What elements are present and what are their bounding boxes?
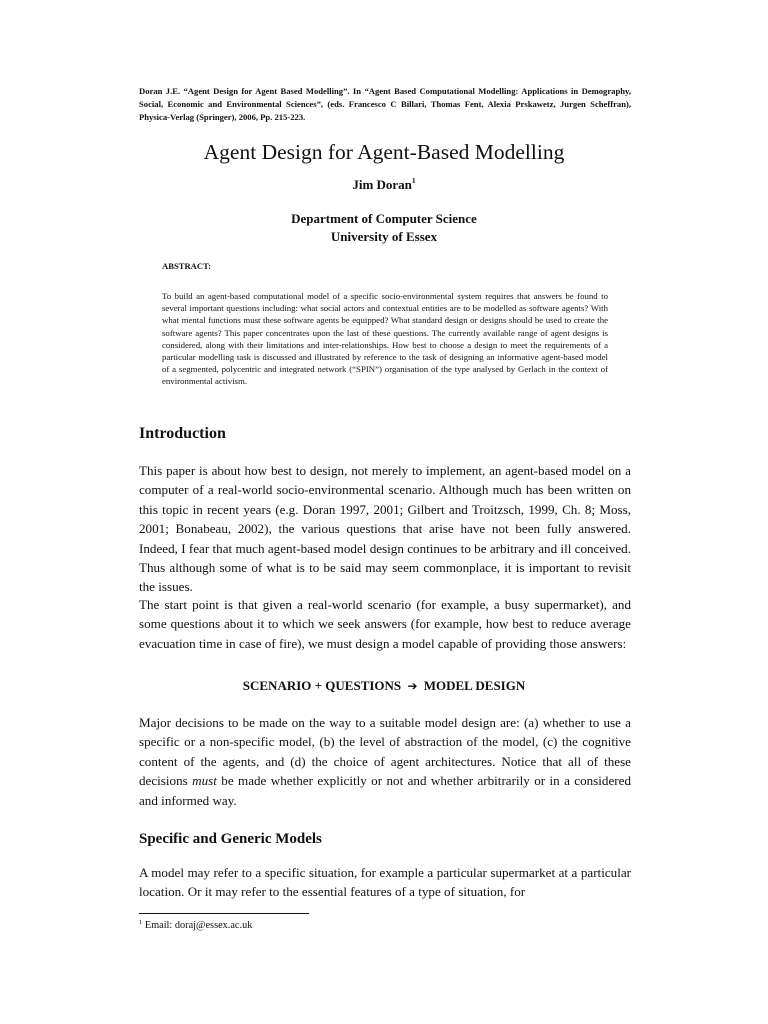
intro-paragraph-3-end: be made whether explicitly or not and whether arbitrarily or in a considered and informed way. bbox=[139, 773, 631, 808]
specific-paragraph-1: A model may refer to a specific situation, for example a particular supermarket at a particular location. Or it may refer to the essential features of a type of situation, for bbox=[139, 865, 631, 900]
affiliation bbox=[0, 210, 768, 246]
right-arrow-icon: ➔ bbox=[407, 679, 418, 693]
introduction-heading: Introduction bbox=[139, 425, 226, 442]
university: University of Essex bbox=[330, 229, 438, 244]
intro-paragraph-3-start: Major decisions to be made on the way to a suitable model design are: (a) whether to use a specific or a non-specific model, (b) the level of abstraction of the model, (c) the cognitive content of the agents, and (d) the choice of agent architectures. Notice that all of these decisions bbox=[139, 715, 631, 789]
author-name: Jim Doran bbox=[352, 177, 412, 192]
abstract-text: To build an agent-based computational model of a specific socio-environmental system requires that answers be found to several important questions including: what social actors and contextual entities are to be modelled as software agents? With what mental functions must these software agents be equipped? What standard design or designs should be used to create the software agents? This paper concentrates upon the last of these questions. The currently available range of agent designs is considered, along with their limitations and inter-relationships. How best to choose a design to meet the requirements of a particular modelling task is discussed and illustrated by reference to the task of designing an informative agent-based model of a segmented, polycentric and integrated network (“SPIN”) organisation of the type analysed by Gerlach in the context of environmental activism. bbox=[162, 291, 608, 387]
intro-paragraph-3 bbox=[139, 713, 631, 810]
abstract-label: ABSTRACT: bbox=[162, 261, 212, 271]
design-formula bbox=[0, 677, 768, 695]
paper-title: Agent Design for Agent-Based Modelling bbox=[203, 140, 565, 164]
intro-paragraph-1: This paper is about how best to design, not merely to implement, an agent-based model on a computer of a real-world socio-environmental scenario. Although much has been written on this topic in recent years (e.g. Doran 1997, 2001; Gilbert and Troitzsch, 1999, Ch. 8; Moss, 2001; Bonabeau, 2002), the various questions that arise have not been fully answered. Indeed, I fear that much agent-based model design continues to be arbitrary and ill conceived. Thus although some of what is to be said may seem commonplace, it is important to revisit the issues. bbox=[139, 463, 631, 595]
citation: Doran J.E. “Agent Design for Agent Based Modelling”. In “Agent Based Computational Modelling: Applications in Demography, Social, Economic and Environmental Sciences”, (eds. Francesco C Billari, Thomas Fent, Alexia Prskawetz, Jurgen Scheffran), Physica-Verlag (Springer), 2006, Pp. 215-223. bbox=[139, 86, 631, 122]
intro-paragraph-2: The start point is that given a real-world scenario (for example, a busy supermarket), and some questions about it to which we seek answers (for example, how best to reduce average evacuation time in case of fire), we must design a model capable of providing those answers: bbox=[139, 597, 631, 651]
footnote-divider bbox=[139, 913, 309, 914]
formula-right: MODEL DESIGN bbox=[423, 678, 526, 693]
specific-models-heading: Specific and Generic Models bbox=[139, 831, 322, 847]
footnote-mark: 1 bbox=[139, 919, 143, 926]
emphasis-must: must bbox=[192, 773, 217, 789]
footnote-text: Email: doraj@essex.ac.uk bbox=[142, 920, 253, 931]
author-footnote-mark: 1 bbox=[411, 176, 416, 185]
formula-left: SCENARIO + QUESTIONS bbox=[242, 678, 402, 693]
department: Department of Computer Science bbox=[291, 211, 477, 226]
author bbox=[0, 176, 768, 194]
footnote bbox=[139, 919, 252, 933]
